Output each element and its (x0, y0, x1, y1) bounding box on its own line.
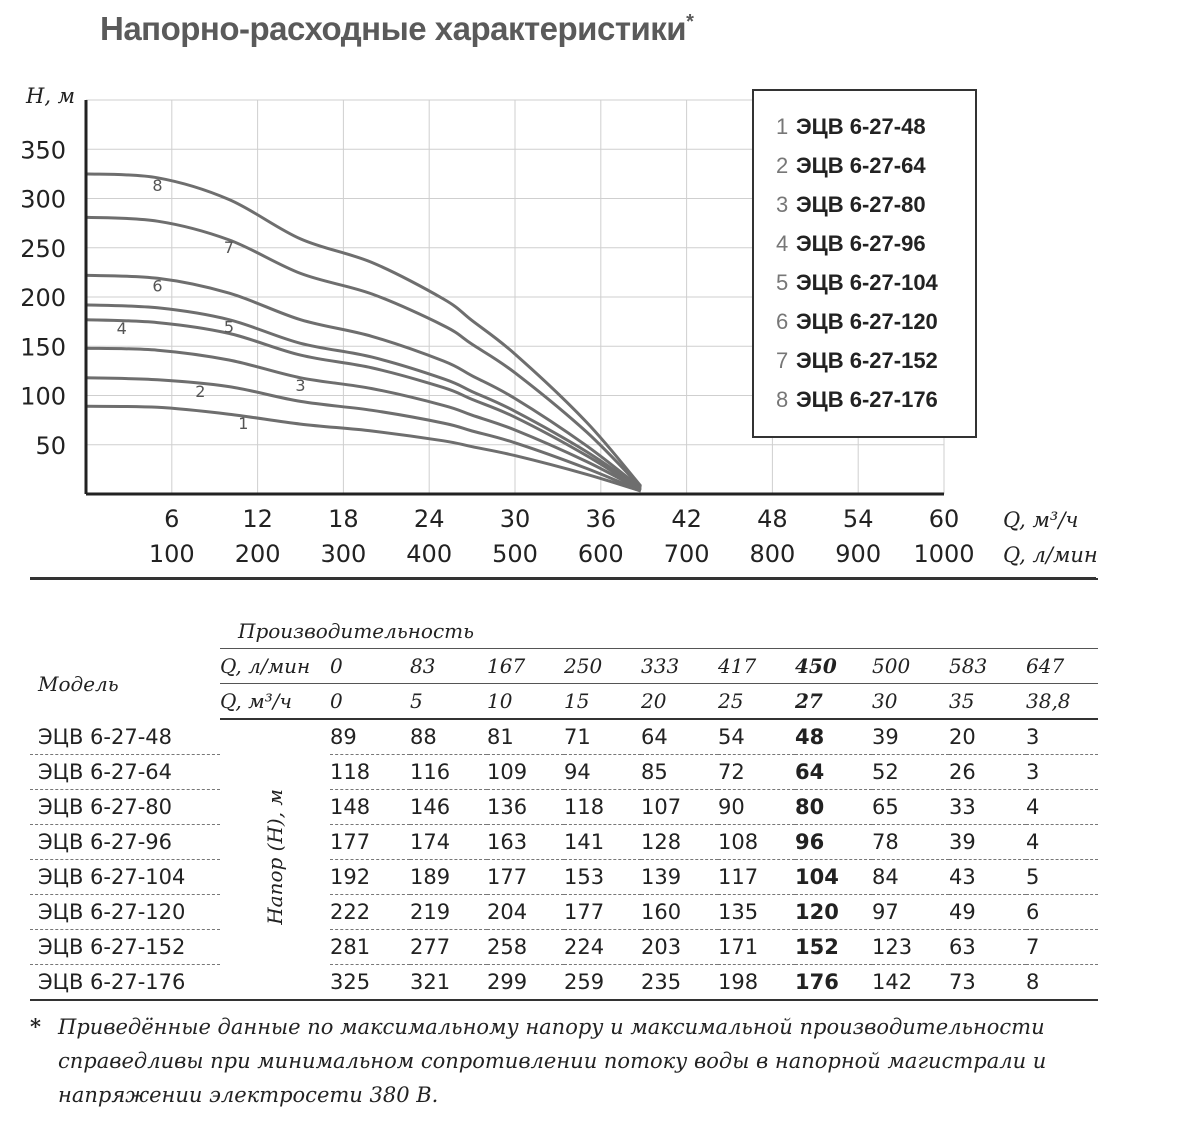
legend-number: 1 (776, 114, 789, 139)
legend-box (753, 90, 976, 437)
head-value-cell: 142 (872, 965, 949, 1001)
x-tick-label-m3: 24 (413, 505, 445, 533)
head-value-cell: 64 (795, 755, 872, 790)
q-lmin-cell: 83 (410, 649, 487, 684)
table-row (30, 895, 1098, 930)
head-value-cell: 163 (487, 825, 564, 860)
y-tick-label: 250 (20, 234, 66, 263)
table-row (30, 930, 1098, 965)
performance-table (30, 578, 1098, 1001)
head-value-cell: 176 (795, 965, 872, 1001)
q-lmin-cell: 0 (330, 649, 410, 684)
x-axis-label-lmin: Q, л/мин (1003, 543, 1098, 567)
x-axis-label-m3: Q, м³/ч (1003, 508, 1079, 532)
q-lmin-cell: 450 (795, 649, 872, 684)
head-value-cell: 222 (330, 895, 410, 930)
x-tick-label-m3: 42 (671, 505, 702, 533)
head-value-cell: 141 (564, 825, 641, 860)
footnote (30, 1010, 1100, 1112)
q-lmin-cell: 167 (487, 649, 564, 684)
head-value-cell: 235 (641, 965, 718, 1001)
table-row (30, 860, 1098, 895)
q-lmin-cell: 417 (718, 649, 795, 684)
head-value-cell: 118 (330, 755, 410, 790)
x-tick-label-lmin: 500 (492, 540, 538, 568)
series-line (86, 305, 641, 489)
x-tick-label-m3: 18 (328, 505, 359, 533)
perf-header: Производительность (220, 614, 1098, 649)
legend-number: 6 (776, 309, 789, 334)
head-value-cell: 136 (487, 790, 564, 825)
head-value-cell: 160 (641, 895, 718, 930)
head-value-cell: 198 (718, 965, 795, 1001)
head-value-cell: 85 (641, 755, 718, 790)
head-value-cell: 72 (718, 755, 795, 790)
q-m3-cell: 20 (641, 684, 718, 720)
footnote-text: Приведённые данные по максимальному напору и максимальной производительности справедливы при минимальном сопротивлении потоку воды в напорной магистрали и напряжении электросети 380 В. (58, 1015, 1047, 1107)
y-tick-label: 300 (20, 185, 66, 214)
q-m3-cell: 27 (795, 684, 872, 720)
head-axis-cell (220, 719, 330, 1000)
y-axis-label: H, м (26, 84, 76, 108)
head-value-cell: 146 (410, 790, 487, 825)
head-value-cell: 109 (487, 755, 564, 790)
head-value-cell: 48 (795, 719, 872, 755)
curve-number-label: 8 (152, 175, 163, 195)
head-value-cell: 174 (410, 825, 487, 860)
head-value-cell: 104 (795, 860, 872, 895)
legend-number: 2 (776, 153, 789, 178)
head-value-cell: 89 (330, 719, 410, 755)
footnote-mark: * (30, 1014, 41, 1039)
model-name: ЭЦВ 6-27-48 (30, 719, 220, 755)
head-value-cell: 88 (410, 719, 487, 755)
legend-label: ЭЦВ 6-27-176 (796, 387, 938, 412)
x-tick-label-lmin: 400 (406, 540, 453, 568)
model-name: ЭЦВ 6-27-176 (30, 965, 220, 1001)
curve-number-label: 7 (223, 237, 235, 257)
q-lmin-cell: 333 (641, 649, 718, 684)
legend-number: 7 (776, 348, 789, 373)
head-value-cell: 94 (564, 755, 641, 790)
legend-label: ЭЦВ 6-27-96 (796, 231, 926, 256)
head-value-cell: 6 (1026, 895, 1098, 930)
head-value-cell: 7 (1026, 930, 1098, 965)
curve-number-label: 4 (116, 319, 127, 339)
x-tick-label-m3: 48 (757, 505, 788, 533)
curve-number-label: 6 (152, 276, 163, 296)
title-text: Напорно-расходные характеристики (100, 10, 687, 47)
head-value-cell: 33 (949, 790, 1026, 825)
legend-label: ЭЦВ 6-27-120 (796, 309, 938, 334)
model-name: ЭЦВ 6-27-96 (30, 825, 220, 860)
y-tick-label: 100 (20, 382, 66, 411)
head-value-cell: 281 (330, 930, 410, 965)
q-lmin-cell: 500 (872, 649, 949, 684)
q-m3-cell: 35 (949, 684, 1026, 720)
head-value-cell: 3 (1026, 755, 1098, 790)
head-value-cell: 84 (872, 860, 949, 895)
head-value-cell: 224 (564, 930, 641, 965)
q-m3-cell: 15 (564, 684, 641, 720)
head-value-cell: 80 (795, 790, 872, 825)
x-tick-label-m3: 6 (164, 505, 180, 533)
x-tick-label-m3: 36 (585, 505, 617, 533)
head-value-cell: 120 (795, 895, 872, 930)
head-value-cell: 39 (949, 825, 1026, 860)
x-tick-label-m3: 60 (928, 505, 960, 533)
head-value-cell: 52 (872, 755, 949, 790)
chart-legend (753, 90, 976, 437)
head-value-cell: 118 (564, 790, 641, 825)
curve-number-label: 3 (295, 375, 306, 395)
head-value-cell: 108 (718, 825, 795, 860)
head-value-cell: 258 (487, 930, 564, 965)
head-value-cell: 90 (718, 790, 795, 825)
table-row (30, 825, 1098, 860)
head-value-cell: 189 (410, 860, 487, 895)
q-m3-cell: 38,8 (1026, 684, 1098, 720)
curve-number-label: 2 (195, 381, 206, 401)
q-lmin-label: Q, л/мин (220, 649, 330, 684)
head-value-cell: 107 (641, 790, 718, 825)
q-m3-cell: 5 (410, 684, 487, 720)
table-row (30, 755, 1098, 790)
head-value-cell: 177 (564, 895, 641, 930)
table-body (30, 719, 1098, 1000)
model-name: ЭЦВ 6-27-120 (30, 895, 220, 930)
legend-label: ЭЦВ 6-27-104 (796, 270, 938, 295)
q-lmin-cell: 583 (949, 649, 1026, 684)
curve-number-label: 5 (223, 317, 235, 337)
y-tick-label: 350 (20, 136, 66, 165)
table-row (30, 965, 1098, 1001)
legend-number: 4 (776, 231, 789, 256)
head-value-cell: 78 (872, 825, 949, 860)
head-value-cell: 153 (564, 860, 641, 895)
model-name: ЭЦВ 6-27-64 (30, 755, 220, 790)
x-tick-label-lmin: 1000 (913, 540, 975, 568)
head-value-cell: 299 (487, 965, 564, 1001)
head-value-cell: 259 (564, 965, 641, 1001)
head-value-cell: 192 (330, 860, 410, 895)
model-name: ЭЦВ 6-27-104 (30, 860, 220, 895)
head-value-cell: 26 (949, 755, 1026, 790)
x-tick-label-lmin: 900 (835, 540, 882, 568)
head-value-cell: 65 (872, 790, 949, 825)
head-value-cell: 139 (641, 860, 718, 895)
x-tick-label-m3: 54 (842, 505, 874, 533)
legend-number: 3 (776, 192, 789, 217)
head-value-cell: 4 (1026, 790, 1098, 825)
head-value-cell: 73 (949, 965, 1026, 1001)
series-line (86, 348, 641, 490)
head-value-cell: 148 (330, 790, 410, 825)
head-value-cell: 97 (872, 895, 949, 930)
head-value-cell: 81 (487, 719, 564, 755)
legend-label: ЭЦВ 6-27-64 (796, 153, 926, 178)
head-value-cell: 152 (795, 930, 872, 965)
x-tick-label-m3: 12 (242, 505, 273, 533)
q-lmin-cell: 250 (564, 649, 641, 684)
x-tick-label-lmin: 600 (577, 540, 624, 568)
q-m3-cell: 10 (487, 684, 564, 720)
x-tick-label-lmin: 200 (234, 540, 281, 568)
head-value-cell: 171 (718, 930, 795, 965)
table-row (30, 790, 1098, 825)
curve-number-label: 1 (238, 414, 249, 434)
q-lmin-cell: 647 (1026, 649, 1098, 684)
x-tick-label-lmin: 300 (320, 540, 367, 568)
legend-label: ЭЦВ 6-27-80 (796, 192, 926, 217)
model-name: ЭЦВ 6-27-152 (30, 930, 220, 965)
legend-label: ЭЦВ 6-27-152 (796, 348, 938, 373)
head-value-cell: 135 (718, 895, 795, 930)
head-value-cell: 96 (795, 825, 872, 860)
q-m3-cell: 25 (718, 684, 795, 720)
x-tick-label-lmin: 100 (148, 540, 195, 568)
head-value-cell: 204 (487, 895, 564, 930)
legend-number: 5 (776, 270, 789, 295)
head-value-cell: 177 (487, 860, 564, 895)
legend-label: ЭЦВ 6-27-48 (796, 114, 926, 139)
head-value-cell: 5 (1026, 860, 1098, 895)
head-value-cell: 177 (330, 825, 410, 860)
y-tick-label: 50 (35, 431, 66, 460)
head-value-cell: 117 (718, 860, 795, 895)
y-tick-label: 200 (20, 284, 66, 312)
head-value-cell: 8 (1026, 965, 1098, 1001)
y-tick-label: 150 (20, 333, 66, 362)
legend-number: 8 (776, 387, 789, 412)
x-tick-label-m3: 30 (499, 505, 531, 533)
x-tick-label-lmin: 700 (663, 540, 710, 568)
q-m3-label: Q, м³/ч (220, 684, 330, 720)
head-value-cell: 64 (641, 719, 718, 755)
head-label: Напор (H), м (263, 789, 287, 925)
head-value-cell: 3 (1026, 719, 1098, 755)
head-value-cell: 54 (718, 719, 795, 755)
head-value-cell: 203 (641, 930, 718, 965)
head-value-cell: 49 (949, 895, 1026, 930)
head-value-cell: 4 (1026, 825, 1098, 860)
head-value-cell: 321 (410, 965, 487, 1001)
q-m3-cell: 0 (330, 684, 410, 720)
head-value-cell: 219 (410, 895, 487, 930)
head-value-cell: 43 (949, 860, 1026, 895)
table-row (30, 719, 1098, 755)
head-value-cell: 325 (330, 965, 410, 1001)
head-value-cell: 123 (872, 930, 949, 965)
head-value-cell: 20 (949, 719, 1026, 755)
head-value-cell: 116 (410, 755, 487, 790)
x-tick-label-lmin: 800 (749, 540, 796, 568)
head-value-cell: 39 (872, 719, 949, 755)
title-mark: * (686, 11, 694, 33)
head-value-cell: 128 (641, 825, 718, 860)
model-header: Модель (38, 671, 119, 696)
model-name: ЭЦВ 6-27-80 (30, 790, 220, 825)
chart-curves (86, 174, 641, 491)
head-value-cell: 63 (949, 930, 1026, 965)
head-value-cell: 71 (564, 719, 641, 755)
q-m3-cell: 30 (872, 684, 949, 720)
head-value-cell: 277 (410, 930, 487, 965)
